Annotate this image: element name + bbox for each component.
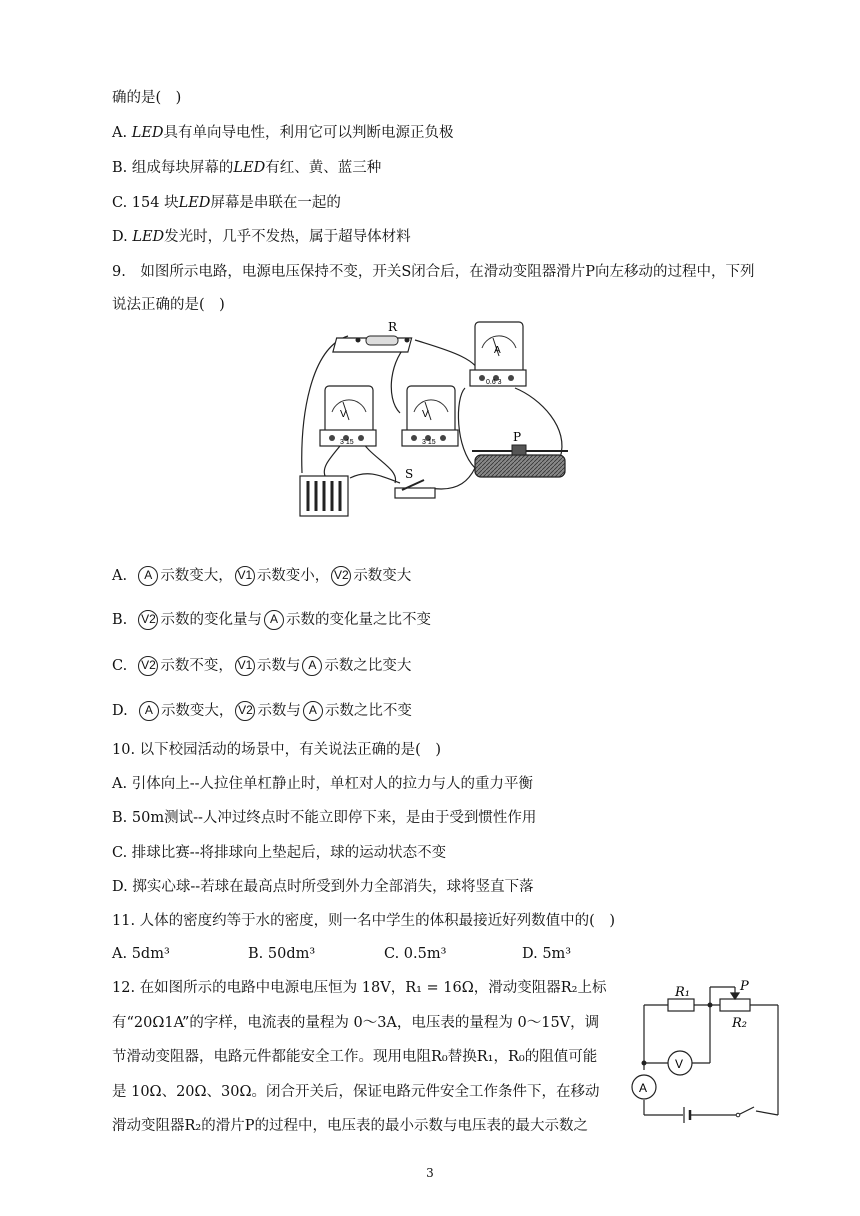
ammeter-symbol: A: [302, 656, 322, 676]
rheostat-r2: [720, 999, 750, 1011]
label-v1-scale: 3 15: [422, 439, 436, 446]
voltmeter2-symbol: V2: [138, 656, 158, 676]
q9-circuit-figure: [290, 318, 580, 523]
label-r1: R₁: [675, 985, 690, 1000]
label-r: R: [388, 320, 398, 334]
voltmeter2-symbol: V2: [138, 610, 158, 630]
q10-option-a: A. 引体向上--人拉住单杠静止时，单杠对人的拉力与人的重力平衡: [112, 776, 533, 792]
label-a: A: [494, 345, 501, 356]
sliding-rheostat: [472, 445, 568, 477]
q11-option-b: B. 50dm³: [248, 946, 316, 962]
q10-option-c: C. 排球比赛--将排球向上垫起后，球的运动状态不变: [112, 845, 447, 861]
label-r2: R₂: [732, 1016, 747, 1031]
q12-line2: 有“20Ω1A”的字样，电流表的量程为 0～3A，电压表的量程为 0～15V，调: [112, 1015, 600, 1031]
q12-line3: 节滑动变阻器，电路元件都能安全工作。现用电阻R₀替换R₁，R₀的阻值可能: [112, 1049, 598, 1065]
q8-option-d: D. LED发光时，几乎不发热，属于超导体材料: [112, 229, 411, 245]
label-v: V: [675, 1057, 684, 1071]
page-number: 3: [426, 1166, 434, 1180]
q10-option-d: D. 掷实心球--若球在最高点时所受到外力全部消失，球将竖直下落: [112, 879, 534, 895]
q9-option-c: C. V2 示数不变， V1 示数与 A 示数之比变大: [112, 658, 412, 674]
ammeter-symbol: A: [138, 566, 158, 586]
q8-option-c: C. 154 块LED屏幕是串联在一起的: [112, 195, 341, 211]
q10-stem: 10. 以下校园活动的场景中，有关说法正确的是( ): [112, 742, 441, 758]
q9-option-a: A. A 示数变大， V1 示数变小， V2 示数变大: [112, 568, 412, 584]
q11-option-a: A. 5dm³: [112, 946, 170, 962]
label-v2-scale: 3 15: [340, 439, 354, 446]
q12-line4: 是 10Ω、20Ω、30Ω。闭合开关后，保证电路元件安全工作条件下，在移动: [112, 1084, 600, 1100]
voltmeter1-symbol: V1: [235, 656, 255, 676]
resistor-r: [333, 336, 412, 352]
q12-line5: 滑动变阻器R₂的滑片P的过程中，电压表的最小示数与电压表的最大示数之: [112, 1118, 588, 1134]
q9-option-d: D. A 示数变大， V2 示数与 A 示数之比不变: [112, 703, 412, 719]
label-p: P: [740, 979, 749, 994]
q10-option-b: B. 50m测试--人冲过终点时不能立即停下来，是由于受到惯性作用: [112, 810, 537, 826]
q8-tail: 确的是( ): [112, 90, 182, 106]
voltmeter1-symbol: V1: [235, 566, 255, 586]
label-v1: V: [422, 409, 429, 420]
q9-stem-line2: 说法正确的是( ): [112, 297, 225, 313]
label-v2: V: [340, 409, 347, 420]
voltmeter-v1: [402, 386, 458, 446]
q9-stem-line1: 9. 如图所示电路，电源电压保持不变，开关S闭合后，在滑动变阻器滑片P向左移动的过程中，下列: [112, 264, 755, 280]
resistor-r1: [668, 999, 694, 1011]
q12-circuit-figure: [628, 975, 788, 1125]
q8-option-b: B. 组成每块屏幕的LED有红、黄、蓝三种: [112, 160, 382, 176]
label-s: S: [405, 467, 414, 481]
ammeter-symbol: A: [139, 701, 159, 721]
q11-option-c: C. 0.5m³: [384, 946, 447, 962]
q9-option-b: B. V2 示数的变化量与 A 示数的变化量之比不变: [112, 612, 431, 628]
q12-line1: 12. 在如图所示的电路中电源电压恒为 18V，R₁ = 16Ω，滑动变阻器R₂上标: [112, 980, 607, 996]
battery: [300, 476, 348, 516]
ammeter-symbol: A: [303, 701, 323, 721]
label-p: P: [513, 430, 522, 444]
q11-option-d: D. 5m³: [522, 946, 572, 962]
voltmeter-v2: [320, 386, 376, 446]
switch-s: [395, 480, 435, 498]
label-a-scale: 0.6 3: [486, 379, 502, 386]
q8-option-a: A. LED具有单向导电性，利用它可以判断电源正负极: [112, 125, 454, 141]
ammeter-symbol: A: [264, 610, 284, 630]
voltmeter2-symbol: V2: [235, 701, 255, 721]
label-a: A: [639, 1081, 648, 1095]
q11-stem: 11. 人体的密度约等于水的密度，则一名中学生的体积最接近好列数值中的( ): [112, 913, 615, 929]
voltmeter2-symbol: V2: [331, 566, 351, 586]
